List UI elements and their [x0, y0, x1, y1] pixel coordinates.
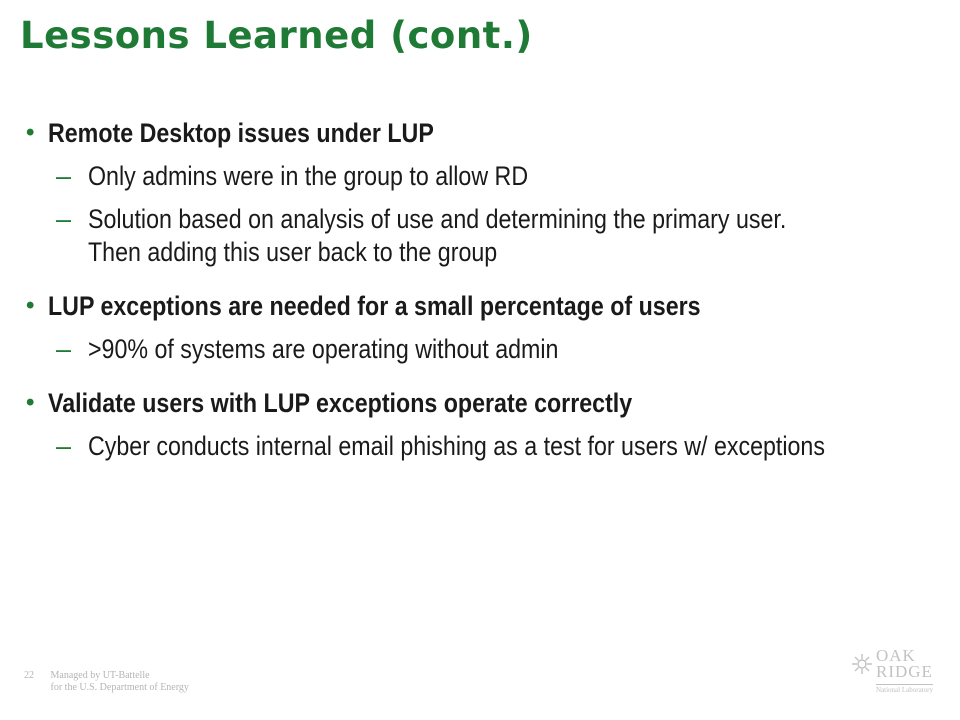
- sub-bullet-text: Only admins were in the group to allow RD: [88, 161, 529, 191]
- logo-line-2: RIDGE: [876, 662, 933, 681]
- bullet-text: LUP exceptions are needed for a small percentage of users: [48, 291, 701, 321]
- sub-bullet-item: [26, 430, 926, 463]
- bullet-text: Validate users with LUP exceptions operate correctly: [48, 388, 633, 418]
- leaf-seal-icon: [850, 652, 874, 676]
- sub-bullet-item: [26, 160, 926, 193]
- slide-footer: [24, 670, 189, 694]
- dash-icon: –: [56, 431, 72, 461]
- ornl-logo: [850, 648, 940, 698]
- sub-bullet-item: [26, 333, 926, 366]
- dash-icon: –: [56, 204, 72, 234]
- bullet-text: Remote Desktop issues under LUP: [48, 118, 434, 148]
- slide-title: Lessons Learned (cont.): [20, 14, 533, 57]
- bullet-group-1: [26, 116, 926, 269]
- footer-line-1: Managed by UT-Battelle: [50, 670, 150, 681]
- logo-line-1: OAK: [876, 646, 916, 665]
- dash-icon: –: [56, 334, 72, 364]
- sub-bullet-text: Solution based on analysis of use and determining the primary user. Then adding this user back to the group: [88, 204, 787, 267]
- page-number: 22: [24, 670, 34, 681]
- footer-text: [51, 670, 189, 694]
- bullet-group-3: [26, 386, 926, 463]
- bullet-item: [26, 386, 926, 420]
- footer-line-2: for the U.S. Department of Energy: [50, 682, 189, 693]
- dash-icon: –: [56, 161, 72, 191]
- bullet-icon: •: [26, 389, 35, 416]
- sub-bullet-text: >90% of systems are operating without admin: [88, 334, 559, 364]
- bullet-group-2: [26, 289, 926, 366]
- bullet-icon: •: [26, 119, 35, 146]
- sub-bullet-text: Cyber conducts internal email phishing as a test for users w/ exceptions: [88, 431, 825, 461]
- bullet-item: [26, 116, 926, 150]
- logo-tagline: National Laboratory: [876, 686, 933, 694]
- slide-content: [26, 116, 926, 483]
- logo-wordmark: [876, 648, 933, 680]
- bullet-icon: •: [26, 292, 35, 319]
- sub-bullet-item: [26, 203, 926, 269]
- bullet-item: [26, 289, 926, 323]
